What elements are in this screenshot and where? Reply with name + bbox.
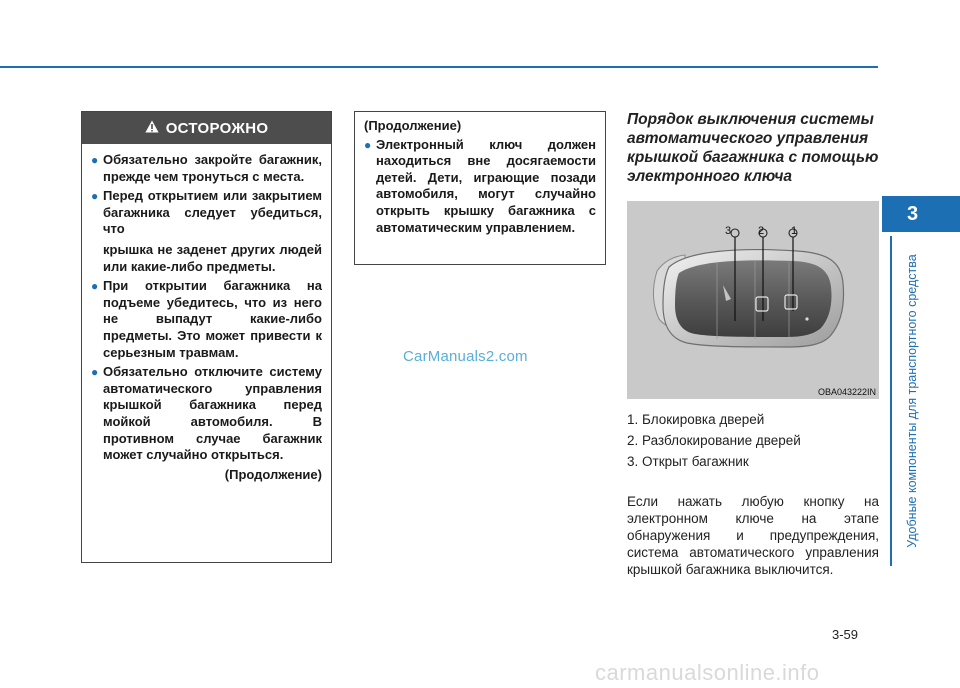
warning-body xyxy=(82,144,331,483)
chapter-rule xyxy=(890,236,892,566)
warning-item xyxy=(91,278,322,361)
list-item: 2. Разблокирование дверей xyxy=(627,433,801,448)
figure-code: OBA043222IN xyxy=(817,387,876,397)
footer-watermark: carmanualsonline.info xyxy=(595,660,820,685)
callout-2: 2 xyxy=(758,225,765,237)
continuation-box xyxy=(354,111,606,265)
body-paragraph: Если нажать любую кнопку на электронном ключе на этапе обнаружения и предупреждения, система автоматического управления крышкой багажника выключится. xyxy=(627,494,879,577)
chapter-tab: 3 xyxy=(882,196,960,232)
warning-heading: ОСТОРОЖНО xyxy=(165,119,269,137)
bullet-icon: ● xyxy=(91,365,99,380)
section-title: Порядок выключения системы автоматического управления крышкой багажника с помощью электронного ключа xyxy=(627,111,879,185)
warning-header xyxy=(82,112,331,144)
smart-key-figure xyxy=(627,201,879,399)
warning-item-text: Перед открытием или закрытием багажника следует убедиться, что xyxy=(103,188,322,237)
warning-item-continued xyxy=(91,242,322,275)
list-item: 3. Открыт багажник xyxy=(627,454,749,469)
chapter-side-title-text: Удобные компоненты для транспортного средства xyxy=(905,254,919,548)
bullet-icon: ● xyxy=(364,137,372,152)
bullet-icon: ● xyxy=(91,189,99,204)
warning-item xyxy=(91,364,322,464)
header-rule xyxy=(0,66,878,68)
site-watermark: CarManuals2.com xyxy=(403,348,528,365)
legend-list xyxy=(627,409,879,472)
warning-item-text: При открытии багажника на подъеме убедитесь, что из него не выпадут какие-либо предметы. Это может привести к серьезным травмам. xyxy=(103,278,322,360)
page-number: 3-59 xyxy=(832,627,859,642)
warning-item xyxy=(91,188,322,238)
continuation-item-text: Электронный ключ должен находиться вне досягаемости детей. Дети, играющие позади автомобиля, могут случайно открыть крышку багажника с автоматическим управлением. xyxy=(376,136,596,235)
warning-item-text: Обязательно закройте багажник, прежде чем тронуться с места. xyxy=(103,152,322,184)
callout-3: 3 xyxy=(725,225,732,237)
warning-continued-label: (Продолжение) xyxy=(224,466,322,482)
bullet-icon: ● xyxy=(91,153,99,167)
warning-box xyxy=(81,111,332,563)
callout-1: 1 xyxy=(791,225,798,237)
list-item: 1. Блокировка дверей xyxy=(627,412,765,427)
warning-continued-text: крышка не заденет других людей или какие-либо предметы. xyxy=(103,241,322,274)
warning-item-text: Обязательно отключите систему автоматического управления крышкой багажника перед мойкой автомобиля. В противном случае багажник может случайно открыться. xyxy=(103,364,322,463)
continuation-item xyxy=(364,137,596,237)
warning-icon xyxy=(145,120,159,137)
smart-key-illustration xyxy=(627,201,879,399)
warning-item xyxy=(91,152,322,185)
chapter-side-title xyxy=(900,236,924,566)
continuation-label: (Продолжение) xyxy=(364,118,462,133)
bullet-icon: ● xyxy=(91,279,99,294)
